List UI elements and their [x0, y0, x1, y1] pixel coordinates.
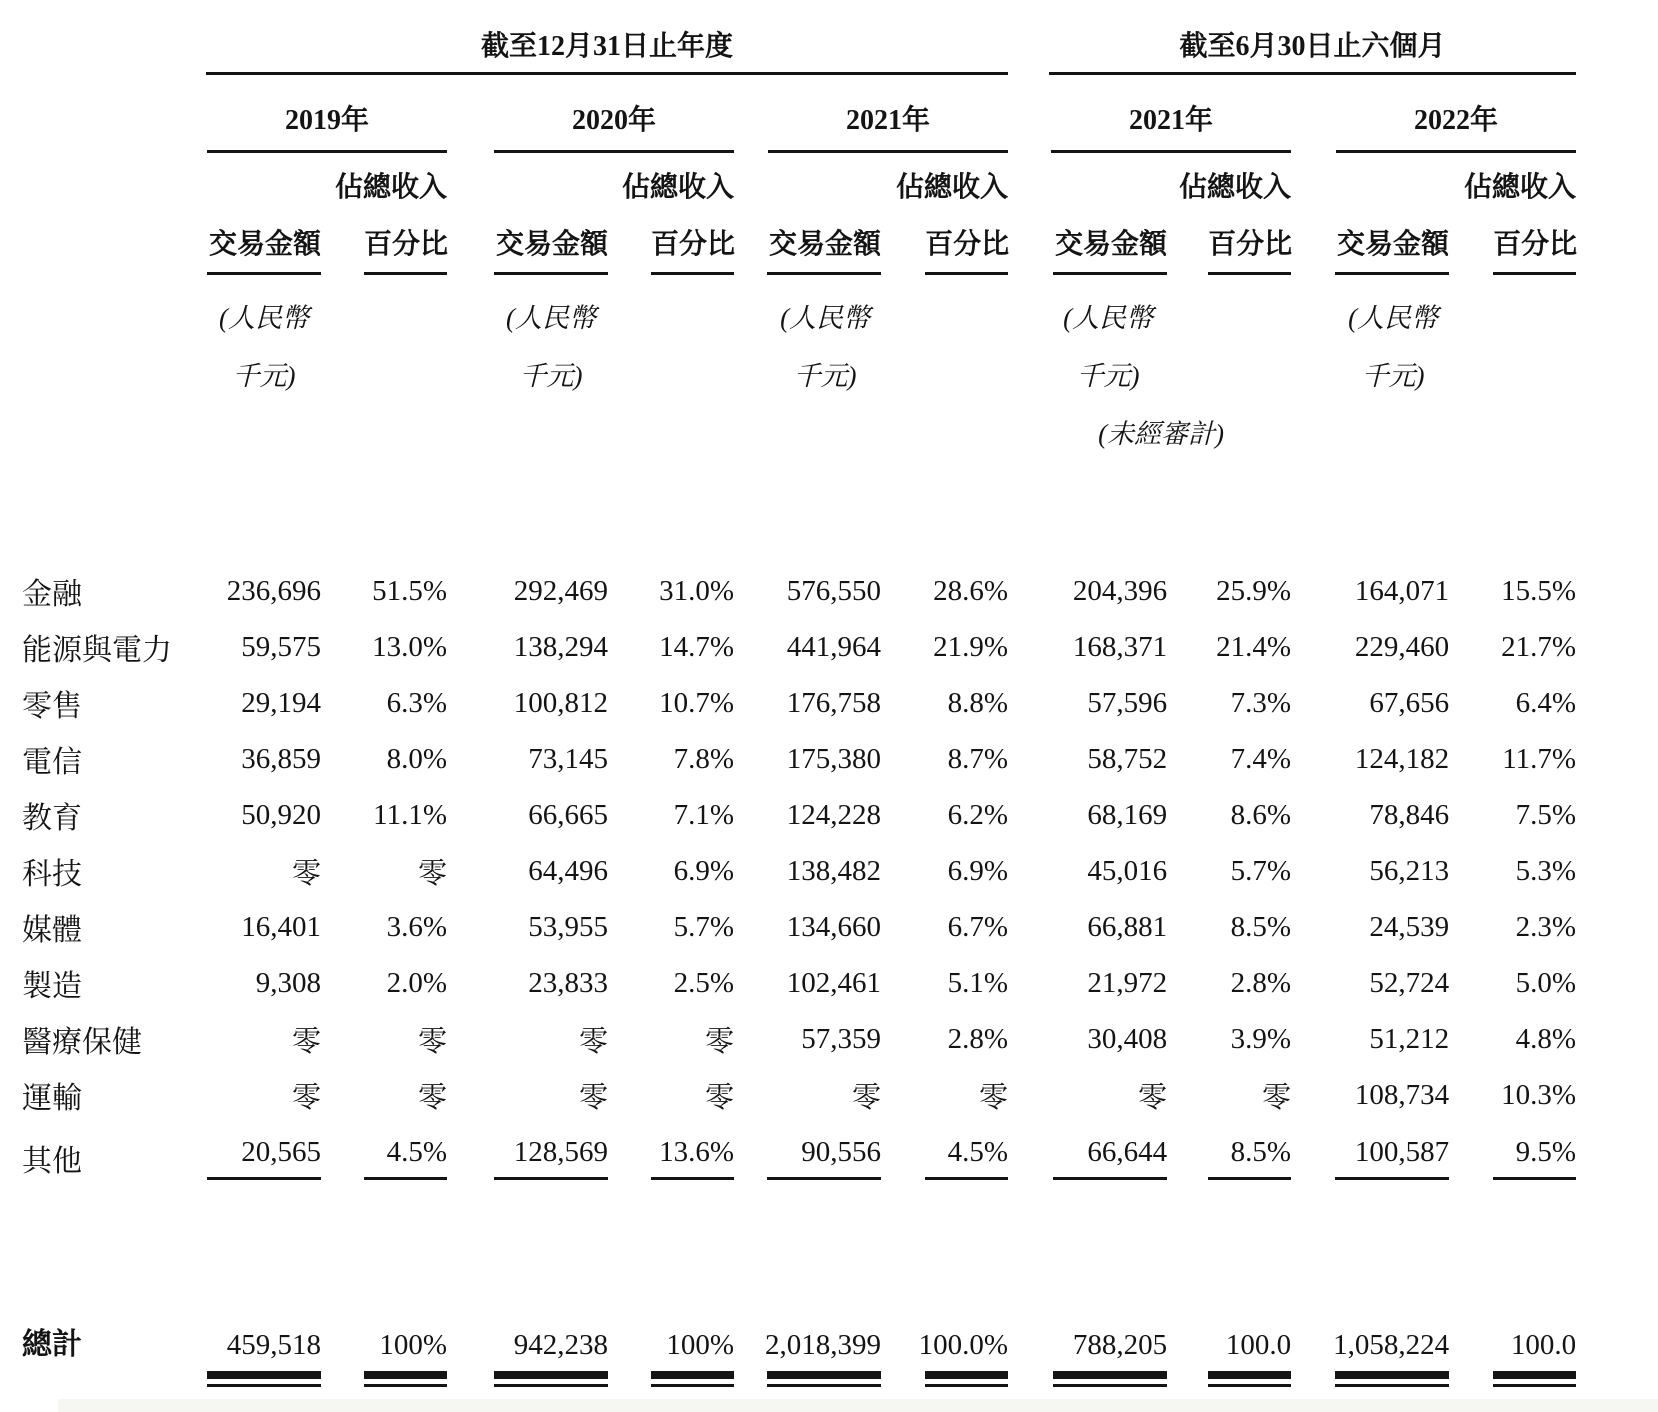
cell-value: 66,881: [1087, 910, 1168, 943]
row-label: 電信: [22, 746, 82, 779]
table-row: [22, 899, 1576, 955]
cell-value: 175,380: [786, 742, 881, 775]
table-row: [22, 731, 1576, 787]
table-header: [22, 0, 1576, 563]
cell-value: 零: [1138, 1081, 1168, 1114]
cell-value: 68,169: [1087, 798, 1168, 831]
table-row: [22, 787, 1576, 843]
year-header-row: [22, 75, 1576, 153]
cell-value: 204,396: [1072, 574, 1168, 607]
cell-value: 441,964: [786, 630, 881, 663]
revenue-by-industry-table: [22, 0, 1576, 1412]
cell-value: 6.4%: [1515, 686, 1577, 719]
year-header-2021-interim: 2021年: [1051, 75, 1291, 153]
table-row: [22, 675, 1576, 731]
cell-value: 6.9%: [673, 854, 734, 887]
pct-of-revenue-label: 佔總收入: [1179, 172, 1292, 203]
cell-value: 21.7%: [1501, 630, 1577, 663]
row-label: 醫療保健: [22, 1026, 142, 1059]
cell-value: 13.0%: [372, 630, 447, 663]
cell-value: 5.7%: [673, 910, 734, 943]
spacer: [22, 1193, 1576, 1313]
double-rule: [1335, 1371, 1449, 1387]
cell-value: 90,556: [767, 1136, 881, 1180]
cell-value: 292,469: [513, 574, 608, 607]
cell-value: 4.5%: [364, 1136, 447, 1180]
double-rule: [925, 1371, 1008, 1387]
cell-value: 100,587: [1335, 1136, 1449, 1180]
column-header-row: [22, 209, 1576, 275]
cell-value: 零: [578, 1025, 608, 1058]
total-value: 100.0: [1510, 1329, 1577, 1361]
cell-value: 28.6%: [933, 574, 1009, 607]
cell-value: 138,294: [513, 630, 608, 663]
total-value: 100.0: [1225, 1329, 1292, 1361]
cell-value: 576,550: [786, 574, 881, 607]
cell-value: 7.5%: [1515, 798, 1577, 831]
amount-column-label: 交易金額: [207, 222, 321, 275]
cell-value: 21.9%: [933, 630, 1009, 663]
double-rule: [767, 1371, 881, 1387]
cell-value: 229,460: [1354, 630, 1450, 663]
total-value: 100.0%: [918, 1329, 1009, 1361]
cell-value: 11.1%: [373, 798, 447, 831]
period-interim-header: 截至6月30日止六個月: [1049, 0, 1576, 75]
cell-value: 零: [291, 1025, 321, 1058]
double-rule: [1208, 1371, 1291, 1387]
cell-value: 零: [704, 1025, 734, 1058]
total-value: 100%: [666, 1329, 734, 1361]
unit-rmb: (人民幣: [219, 303, 309, 333]
unit-thousand: 千元): [232, 361, 296, 391]
cell-value: 13.6%: [651, 1136, 734, 1180]
year-header-2020: 2020年: [494, 75, 734, 153]
row-label: 運輸: [22, 1082, 82, 1115]
double-rule: [1493, 1371, 1576, 1387]
total-value: 788,205: [1072, 1329, 1168, 1361]
cell-value: 2.0%: [386, 966, 447, 999]
row-label: 其他: [22, 1145, 82, 1178]
percentage-column-label: 百分比: [651, 222, 734, 275]
cell-value: 零: [417, 857, 447, 890]
total-row: [22, 1313, 1576, 1412]
cell-value: 124,182: [1354, 742, 1450, 775]
cell-value: 24,539: [1369, 910, 1450, 943]
cell-value: 8.5%: [1230, 910, 1292, 943]
cell-value: 23,833: [528, 966, 608, 999]
unit-rmb: (人民幣: [780, 303, 871, 333]
unit-rmb: (人民幣: [1063, 303, 1154, 333]
table-body: [22, 563, 1576, 1193]
cell-value: 7.1%: [673, 798, 734, 831]
cell-value: 31.0%: [659, 574, 734, 607]
amount-column-label: 交易金額: [767, 222, 881, 275]
cell-value: 3.9%: [1230, 1022, 1292, 1055]
cell-value: 73,145: [528, 742, 608, 775]
unit-thousand: 千元): [519, 361, 583, 391]
cell-value: 5.3%: [1515, 854, 1577, 887]
table-row: [22, 843, 1576, 899]
cell-value: 2.8%: [947, 1022, 1009, 1055]
cell-value: 134,660: [786, 910, 881, 943]
row-label: 製造: [22, 970, 82, 1003]
cell-value: 16,401: [241, 910, 321, 943]
spacer: [22, 463, 1576, 563]
percentage-column-label: 百分比: [1208, 222, 1291, 275]
percentage-column-label: 百分比: [925, 222, 1008, 275]
cell-value: 零: [291, 857, 321, 890]
cell-value: 4.8%: [1515, 1022, 1577, 1055]
cell-value: 零: [578, 1081, 608, 1114]
cell-value: 8.5%: [1208, 1136, 1291, 1180]
cell-value: 102,461: [786, 966, 881, 999]
total-value: 942,238: [513, 1329, 608, 1361]
cell-value: 128,569: [494, 1136, 608, 1180]
percentage-column-label: 百分比: [364, 222, 447, 275]
unit-thousand: 千元): [1361, 361, 1425, 391]
table-row: [22, 1067, 1576, 1123]
cell-value: 176,758: [786, 686, 881, 719]
percentage-column-label: 百分比: [1493, 222, 1576, 275]
cell-value: 零: [851, 1081, 881, 1114]
row-label: 媒體: [22, 914, 82, 947]
cell-value: 7.4%: [1230, 742, 1292, 775]
cell-value: 5.7%: [1230, 854, 1292, 887]
cell-value: 6.2%: [947, 798, 1009, 831]
cell-value: 108,734: [1354, 1078, 1450, 1111]
cell-value: 66,665: [528, 798, 608, 831]
cell-value: 100,812: [513, 686, 608, 719]
year-header-2019: 2019年: [207, 75, 447, 153]
cell-value: 零: [417, 1081, 447, 1114]
cell-value: 58,752: [1087, 742, 1168, 775]
pct-header-line1-row: [22, 153, 1576, 209]
cell-value: 10.3%: [1501, 1078, 1577, 1111]
page-bottom-shade: [58, 1399, 1658, 1412]
table-row: [22, 955, 1576, 1011]
cell-value: 6.7%: [947, 910, 1009, 943]
cell-value: 236,696: [226, 574, 321, 607]
unit-rmb: (人民幣: [506, 303, 596, 333]
cell-value: 11.7%: [1502, 742, 1577, 775]
year-header-2021: 2021年: [768, 75, 1008, 153]
unit-thousand: 千元): [1076, 361, 1140, 391]
year-header-2022: 2022年: [1336, 75, 1576, 153]
cell-value: 3.6%: [386, 910, 447, 943]
row-label: 科技: [22, 858, 82, 891]
cell-value: 零: [291, 1081, 321, 1114]
cell-value: 29,194: [241, 686, 321, 719]
period-annual-header: 截至12月31日止年度: [206, 0, 1008, 75]
cell-value: 164,071: [1354, 574, 1450, 607]
total-value: 100%: [379, 1329, 447, 1361]
cell-value: 2.8%: [1230, 966, 1292, 999]
cell-value: 7.3%: [1230, 686, 1292, 719]
cell-value: 51,212: [1369, 1022, 1450, 1055]
cell-value: 9.5%: [1493, 1136, 1576, 1180]
cell-value: 8.7%: [947, 742, 1009, 775]
cell-value: 2.5%: [673, 966, 734, 999]
amount-column-label: 交易金額: [1053, 222, 1167, 275]
unit-row: [22, 275, 1576, 463]
cell-value: 9,308: [255, 966, 321, 999]
cell-value: 15.5%: [1501, 574, 1577, 607]
amount-column-label: 交易金額: [494, 222, 608, 275]
cell-value: 21,972: [1087, 966, 1168, 999]
cell-value: 52,724: [1369, 966, 1450, 999]
double-rule: [494, 1371, 608, 1387]
table-row: [22, 1011, 1576, 1067]
table-footer: [22, 1193, 1576, 1412]
amount-column-label: 交易金額: [1335, 222, 1449, 275]
table-row: [22, 1123, 1576, 1193]
double-rule: [1053, 1371, 1167, 1387]
cell-value: 168,371: [1072, 630, 1168, 663]
cell-value: 138,482: [786, 854, 881, 887]
cell-value: 零: [1262, 1081, 1292, 1114]
pct-of-revenue-label: 佔總收入: [621, 172, 734, 203]
unaudited-note: (未經審計): [1098, 419, 1225, 449]
unit-rmb: (人民幣: [1348, 303, 1439, 333]
row-label: 零售: [22, 690, 82, 723]
cell-value: 25.9%: [1216, 574, 1292, 607]
table-row: [22, 563, 1576, 619]
cell-value: 30,408: [1087, 1022, 1168, 1055]
cell-value: 10.7%: [659, 686, 734, 719]
cell-value: 5.1%: [947, 966, 1009, 999]
cell-value: 51.5%: [372, 574, 447, 607]
double-rule: [651, 1371, 734, 1387]
pct-of-revenue-label: 佔總收入: [334, 172, 447, 203]
cell-value: 53,955: [528, 910, 608, 943]
cell-value: 8.8%: [947, 686, 1009, 719]
cell-value: 78,846: [1369, 798, 1450, 831]
cell-value: 6.3%: [386, 686, 447, 719]
cell-value: 2.3%: [1515, 910, 1577, 943]
pct-of-revenue-label: 佔總收入: [1464, 172, 1577, 203]
total-label: 總計: [22, 1328, 82, 1361]
double-rule: [207, 1371, 321, 1387]
period-header-row: [22, 0, 1576, 75]
cell-value: 8.6%: [1230, 798, 1292, 831]
row-label: 能源與電力: [22, 634, 172, 667]
cell-value: 零: [417, 1025, 447, 1058]
cell-value: 零: [704, 1081, 734, 1114]
cell-value: 7.8%: [673, 742, 734, 775]
cell-value: 56,213: [1369, 854, 1450, 887]
cell-value: 50,920: [241, 798, 321, 831]
cell-value: 8.0%: [386, 742, 447, 775]
cell-value: 零: [979, 1081, 1009, 1114]
cell-value: 64,496: [528, 854, 608, 887]
pct-of-revenue-label: 佔總收入: [896, 172, 1009, 203]
cell-value: 67,656: [1369, 686, 1450, 719]
row-label: 教育: [22, 802, 82, 835]
cell-value: 59,575: [241, 630, 321, 663]
total-value: 1,058,224: [1333, 1329, 1450, 1361]
cell-value: 5.0%: [1515, 966, 1577, 999]
double-rule: [364, 1371, 447, 1387]
table-row: [22, 619, 1576, 675]
total-value: 2,018,399: [765, 1329, 881, 1361]
cell-value: 57,359: [801, 1022, 881, 1055]
total-value: 459,518: [226, 1329, 321, 1361]
cell-value: 14.7%: [659, 630, 734, 663]
cell-value: 20,565: [207, 1136, 321, 1180]
cell-value: 124,228: [786, 798, 881, 831]
row-label: 金融: [22, 578, 82, 611]
cell-value: 66,644: [1053, 1136, 1167, 1180]
cell-value: 45,016: [1087, 854, 1168, 887]
cell-value: 6.9%: [947, 854, 1009, 887]
cell-value: 57,596: [1087, 686, 1168, 719]
unit-thousand: 千元): [793, 361, 857, 391]
cell-value: 36,859: [241, 742, 321, 775]
cell-value: 4.5%: [925, 1136, 1008, 1180]
cell-value: 21.4%: [1216, 630, 1292, 663]
